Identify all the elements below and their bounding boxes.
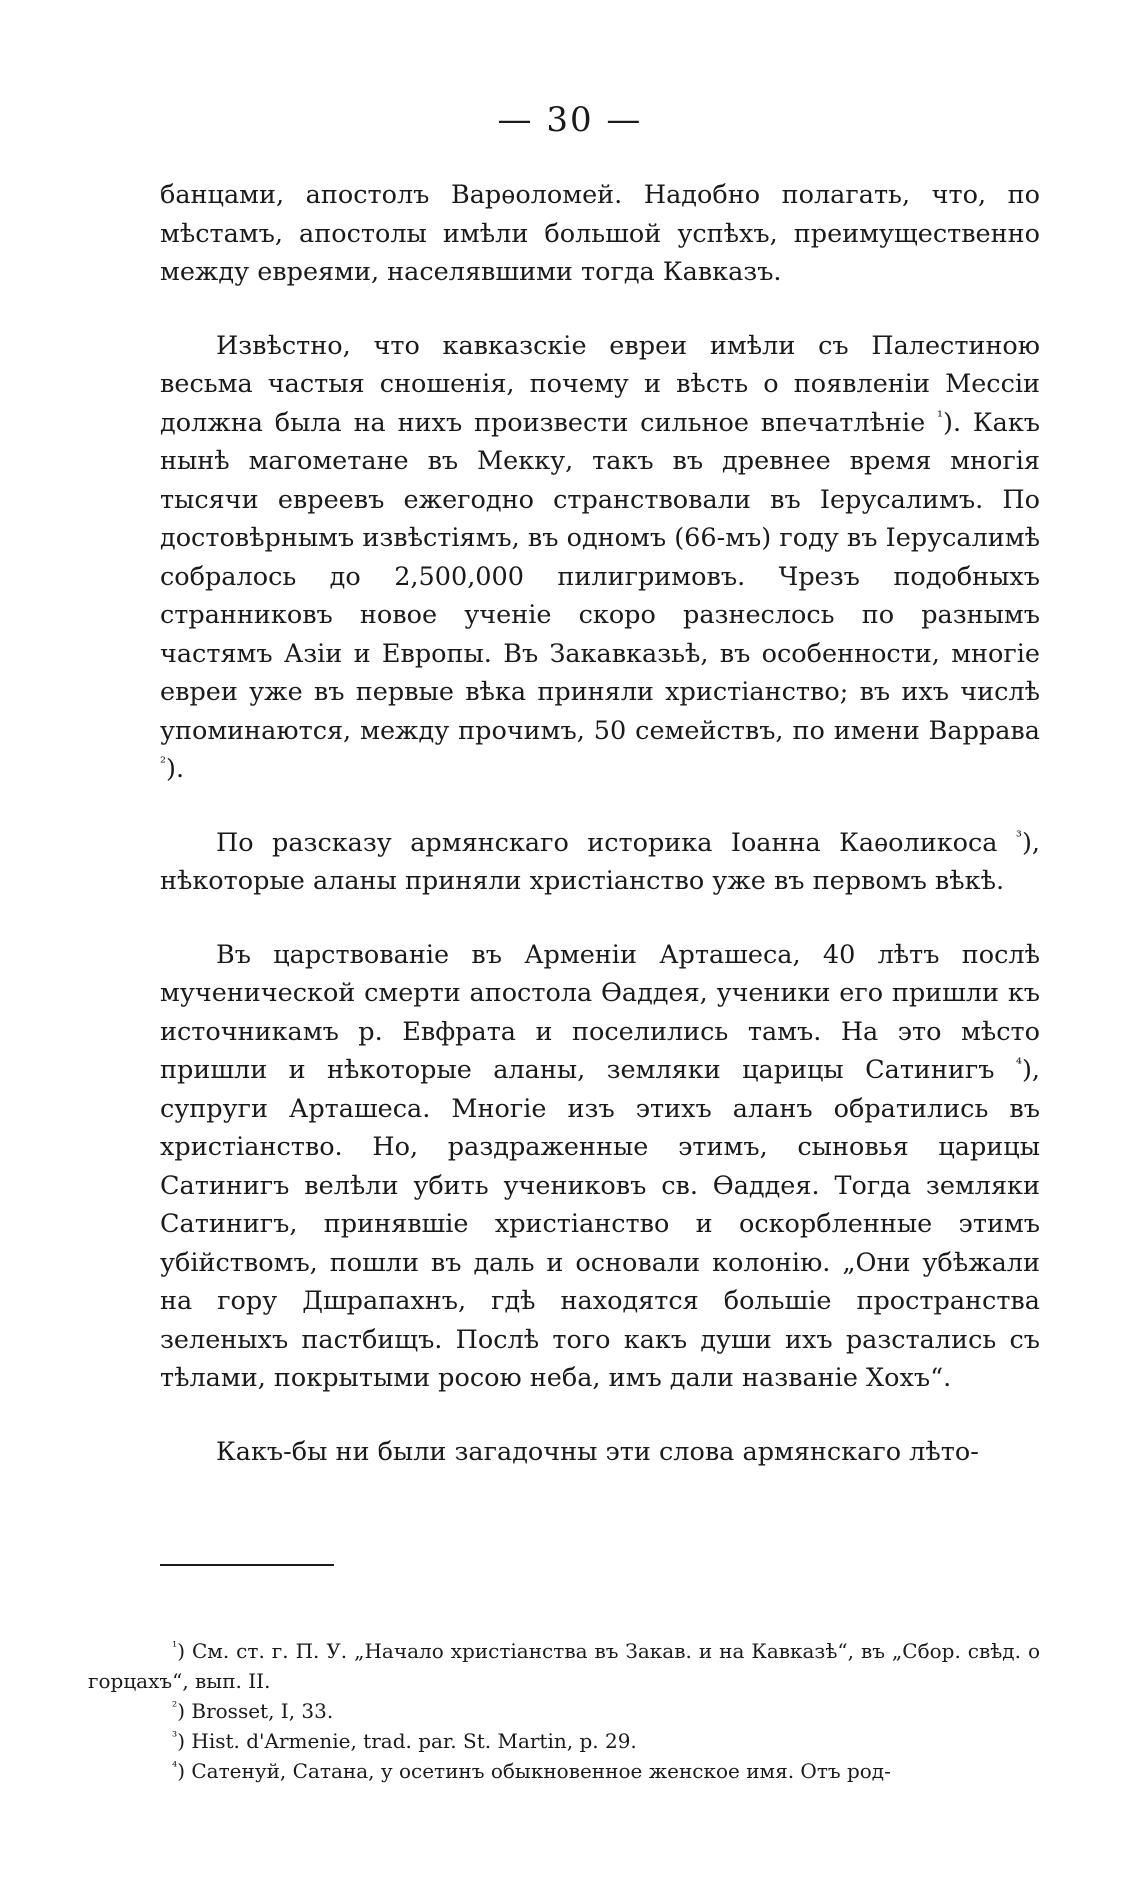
text-run: банцами, апостолъ Варѳоломей. Надобно полагать, что, по мѣстамъ, апостолы имѣли большой успѣхъ, преимущественно между евреями, населявшими тогда Кавказъ. [160, 180, 1040, 287]
footnote-marker: ² [172, 1699, 178, 1715]
footnote-ref-4[interactable]: ⁴ [1015, 1054, 1022, 1073]
footnote-3 [88, 1726, 1040, 1756]
paragraph-4 [160, 936, 1040, 1398]
text-run: Какъ-бы ни были загадочны эти слова армянскаго лѣто- [216, 1436, 979, 1467]
text-run: По разсказу армянскаго историка Іоанна Каѳоликоса [216, 827, 1016, 858]
footnotes [88, 1636, 1040, 1786]
footnote-divider [160, 1564, 334, 1566]
paragraph-1 [160, 176, 1040, 292]
footnote-4 [88, 1756, 1040, 1786]
page-number: — 30 — [497, 100, 643, 140]
paragraph-3 [160, 824, 1040, 901]
footnote-text: ) См. ст. г. П. У. „Начало христіанства въ Закав. и на Кавказѣ“, въ „Сбор. свѣд. о горцахъ“, вып. II. [88, 1639, 1040, 1693]
footnote-text: ) Сатенуй, Сатана, у осетинъ обыкновенное женское имя. Отъ род- [177, 1759, 891, 1783]
footnote-1 [88, 1636, 1040, 1696]
text-run: ). Какъ нынѣ магометане въ Мекку, такъ въ древнее время многія тысячи евреевъ ежегодно странствовали въ Іерусалимъ. По достовѣрнымъ извѣстіямъ, въ одномъ (66-мъ) году въ Іерусалимѣ собралось до 2,500,000 пилигримовъ. Чрезъ подобныхъ странниковъ новое ученіе скоро разнеслось по разнымъ частямъ Азіи и Европы. Въ Закавказьѣ, въ особенности, многіе евреи уже въ первые вѣка приняли христіанство; въ ихъ числѣ упоминаются, между прочимъ, 50 семействъ, по имени Варрава [160, 407, 1040, 746]
footnote-marker: ¹ [172, 1639, 178, 1655]
main-text [160, 176, 1040, 1471]
footnote-ref-2[interactable]: ² [160, 753, 167, 772]
text-run: ), нѣкоторые аланы приняли христіанство уже въ первомъ вѣкѣ. [160, 827, 1040, 896]
text-run: Въ царствованіе въ Арменіи Арташеса, 40 лѣтъ послѣ мученической смерти апостола Ѳаддея, ученики его пришли къ источникамъ р. Евфрата и поселились тамъ. На это мѣсто пришли и нѣкоторые аланы, земляки царицы Сатинигъ [160, 939, 1040, 1085]
footnote-text: ) Brosset, I, 33. [177, 1699, 334, 1723]
text-run: ). [166, 754, 185, 784]
footnote-marker: ⁴ [172, 1759, 178, 1775]
text-run: ), супруги Арташеса. Многіе изъ этихъ аланъ обратились въ христіанство. Но, раздраженные этимъ, сыновья царицы Сатинигъ велѣли убить учениковъ св. Ѳаддея. Тогда земляки Сатинигъ, принявшіе христіанство и оскорбленные этимъ убійствомъ, пошли въ даль и основали колонію. „Они убѣжали на гору Дшрапахнъ, гдѣ находятся большіе пространства зеленыхъ пастбищъ. Послѣ того какъ души ихъ разстались съ тѣлами, покрытыми росою неба, имъ дали названіе Хохъ“. [160, 1055, 1040, 1393]
footnote-ref-1[interactable]: ¹ [937, 407, 944, 425]
footnote-2 [88, 1696, 1040, 1726]
footnote-marker: ³ [172, 1729, 178, 1745]
text-run: Извѣстно, что кавказскіе евреи имѣли съ Палестиною весьма частыя сношенія, почему и вѣсть о появленіи Мессіи должна была на нихъ произвести сильное впечатлѣніе [160, 330, 1040, 438]
paragraph-2 [160, 327, 1040, 789]
paragraph-5 [160, 1433, 1040, 1472]
footnote-text: ) Hist. d'Armenie, trad. par. St. Martin, p. 29. [177, 1729, 637, 1753]
footnote-ref-3[interactable]: ³ [1015, 827, 1022, 845]
